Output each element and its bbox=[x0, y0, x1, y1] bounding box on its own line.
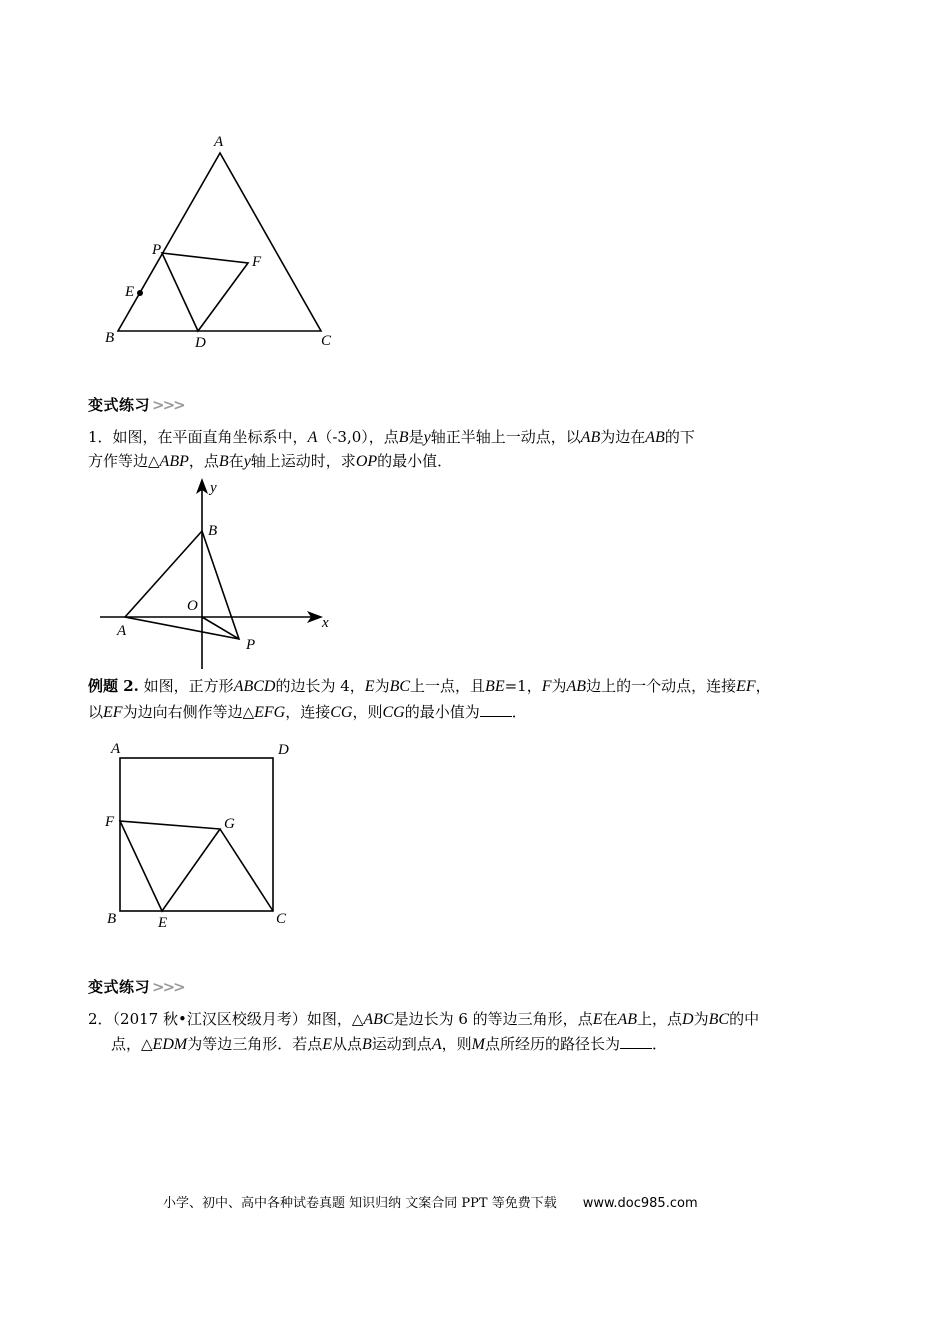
section-title: 变式练习 bbox=[88, 978, 151, 996]
triangle-efg bbox=[120, 821, 220, 911]
label-g: G bbox=[224, 816, 235, 832]
label-f: F bbox=[252, 254, 262, 270]
section-title: 变式练习 bbox=[88, 396, 151, 414]
label-e: E bbox=[158, 915, 168, 931]
chevron-icon: >>> bbox=[152, 978, 184, 996]
label-b: B bbox=[208, 523, 218, 539]
answer-blank[interactable] bbox=[620, 1034, 652, 1049]
triangle-abp bbox=[125, 531, 239, 639]
footer-url[interactable]: www.doc985.com bbox=[582, 1196, 698, 1211]
triangle-abc bbox=[118, 153, 321, 331]
label-a: A bbox=[117, 623, 127, 639]
label-y: y bbox=[210, 480, 217, 496]
label-b: B bbox=[105, 330, 115, 346]
answer-blank[interactable] bbox=[480, 702, 512, 717]
label-p: P bbox=[152, 242, 162, 258]
problem-2-line-2: 点，△EDM为等边三角形．若点E从点B运动到点A，则M点所经历的路径长为 ． bbox=[111, 1035, 667, 1053]
segment-gc bbox=[220, 829, 273, 911]
label-a: A bbox=[214, 134, 224, 150]
label-d: D bbox=[278, 742, 289, 758]
problem-1-line-1: 1．如图，在平面直角坐标系中，A（-3,0），点B是y轴正半轴上一动点，以AB为边在AB的下 bbox=[88, 428, 695, 446]
page-footer bbox=[163, 1192, 698, 1211]
footer-text: 小学、初中、高中各种试卷真题 知识归纳 文案合同 PPT 等免费下载 bbox=[163, 1196, 557, 1211]
figure-equilateral-triangle bbox=[95, 125, 345, 355]
label-p: P bbox=[246, 637, 256, 653]
chevron-icon: >>> bbox=[152, 396, 184, 414]
square-abcd bbox=[120, 758, 273, 911]
figure-coordinate-plane bbox=[95, 472, 340, 672]
figure-square bbox=[100, 737, 300, 937]
label-c: C bbox=[276, 911, 287, 927]
example-2-line-1: 例题 2. 如图，正方形ABCD的边长为 4，E为BC上一点，且BE=1，F为AB边上的一个动点，连接EF， bbox=[88, 677, 771, 695]
problem-2-line-1: 2．（2017 秋•江汉区校级月考）如图，△ABC是边长为 6 的等边三角形，点E在AB上，点D为BC的中 bbox=[88, 1010, 760, 1028]
label-b: B bbox=[107, 911, 117, 927]
point-e-dot bbox=[137, 290, 143, 296]
label-f: F bbox=[105, 814, 115, 830]
label-c: C bbox=[321, 333, 332, 349]
section-heading-variant-1 bbox=[88, 394, 184, 415]
label-x: x bbox=[322, 615, 329, 631]
label-d: D bbox=[195, 335, 206, 351]
label-a: A bbox=[111, 741, 121, 757]
label-e: E bbox=[125, 284, 135, 300]
triangle-pfd bbox=[162, 253, 248, 331]
problem-1-line-2: 方作等边△ABP，点B在y轴上运动时，求OP的最小值． bbox=[88, 452, 453, 470]
section-heading-variant-2 bbox=[88, 976, 184, 997]
example-2-line-2: 以EF为边向右侧作等边△EFG，连接CG，则CG的最小值为 ． bbox=[88, 703, 527, 721]
label-o: O bbox=[187, 598, 198, 614]
